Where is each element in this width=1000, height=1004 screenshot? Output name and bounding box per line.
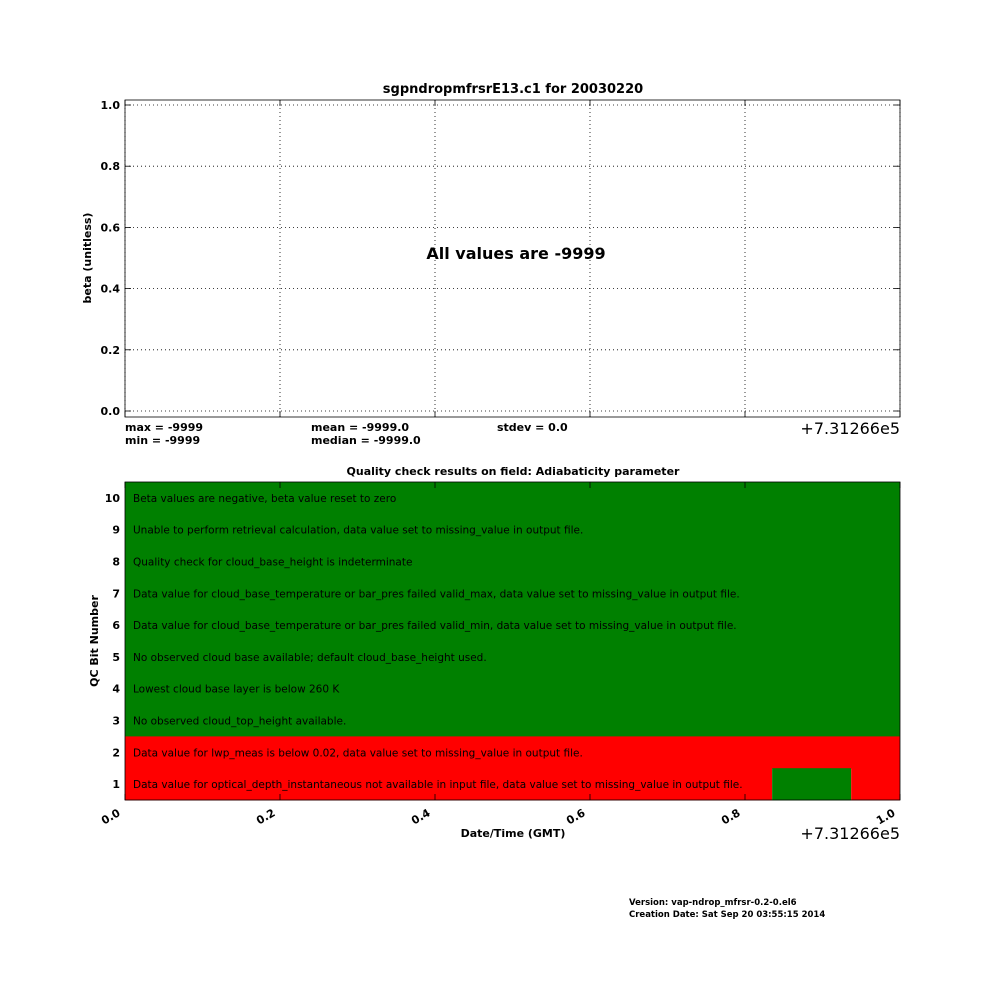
qc-bit-description: Lowest cloud base layer is below 260 K [133, 683, 340, 696]
qc-x-tick-label: 0.6 [564, 806, 588, 828]
qc-bit-label: 7 [112, 587, 120, 601]
stat-max: max = -9999 [125, 421, 204, 434]
qc-bit-description: No observed cloud base available; default cloud_base_height used. [133, 651, 487, 664]
qc-x-tick-label: 0.8 [719, 806, 743, 828]
qc-cell [772, 768, 851, 800]
qc-x-offset-label: +7.31266e5 [800, 824, 900, 843]
qc-y-axis-label: QC Bit Number [88, 595, 101, 687]
beta-y-tick-label: 1.0 [100, 99, 120, 112]
qc-bit-description: No observed cloud_top_height available. [133, 715, 347, 728]
qc-bit-label: 6 [112, 619, 120, 633]
qc-bit-label: 1 [112, 778, 120, 792]
footer [629, 897, 825, 921]
qc-x-tick-label: 0.2 [254, 806, 278, 828]
qc-bit-description: Beta values are negative, beta value reset to zero [133, 492, 397, 505]
beta-y-axis-label: beta (unitless) [81, 212, 94, 304]
beta-panel [81, 82, 900, 447]
qc-bit-description: Data value for lwp_meas is below 0.02, data value set to missing_value in output file. [133, 747, 583, 760]
beta-x-offset-label: +7.31266e5 [800, 419, 900, 438]
creation-date-text: Creation Date: Sat Sep 20 03:55:15 2014 [629, 910, 826, 920]
beta-y-tick-labels [101, 99, 121, 418]
qc-panel [88, 465, 900, 843]
version-text: Version: vap-ndrop_mfrsr-0.2-0.el6 [629, 898, 797, 908]
qc-bit-description: Quality check for cloud_base_height is indeterminate [133, 556, 413, 569]
qc-bit-label: 10 [104, 491, 120, 505]
qc-bit-label: 4 [112, 682, 120, 696]
beta-y-tick-label: 0.2 [100, 343, 120, 357]
qc-x-tick-label: 0.4 [409, 806, 433, 828]
qc-bit-label: 5 [112, 650, 120, 664]
qc-chart-title: Quality check results on field: Adiabaticity parameter [346, 465, 680, 478]
qc-x-tick-labels [99, 806, 898, 827]
stat-stdev: stdev = 0.0 [497, 421, 568, 434]
beta-y-tick-label: 0.4 [100, 282, 120, 296]
beta-y-tick-label: 0.8 [100, 160, 120, 174]
beta-no-data-message: All values are -9999 [426, 244, 606, 263]
stat-min: min = -9999 [125, 434, 201, 447]
qc-x-tick-label: 1.0 [874, 806, 898, 828]
qc-bit-description: Data value for optical_depth_instantaneous not available in input file, data value set to missing_value in output file. [133, 779, 743, 792]
beta-y-tick-label: 0.6 [100, 221, 120, 235]
qc-bit-label: 8 [112, 555, 120, 569]
qc-bit-labels [105, 492, 121, 791]
stat-mean: mean = -9999.0 [311, 421, 410, 434]
qc-bit-label: 9 [112, 523, 120, 537]
stat-median: median = -9999.0 [311, 434, 421, 447]
qc-x-axis-label: Date/Time (GMT) [460, 827, 566, 840]
beta-chart-title: sgpndropmfrsrE13.c1 for 20030220 [382, 82, 644, 97]
qc-cell [851, 768, 900, 800]
qc-bit-description: Data value for cloud_base_temperature or bar_pres failed valid_max, data value set to missing_value in output file. [133, 588, 740, 601]
qc-x-tick-label: 0.0 [99, 806, 123, 828]
qc-bit-label: 3 [112, 714, 120, 728]
qc-bit-description: Data value for cloud_base_temperature or bar_pres failed valid_min, data value set to missing_value in output file. [133, 620, 737, 633]
beta-y-tick-label: 0.0 [100, 405, 120, 418]
qc-bit-label: 2 [112, 746, 120, 760]
qc-bit-description: Unable to perform retrieval calculation, data value set to missing_value in output file. [133, 524, 584, 537]
